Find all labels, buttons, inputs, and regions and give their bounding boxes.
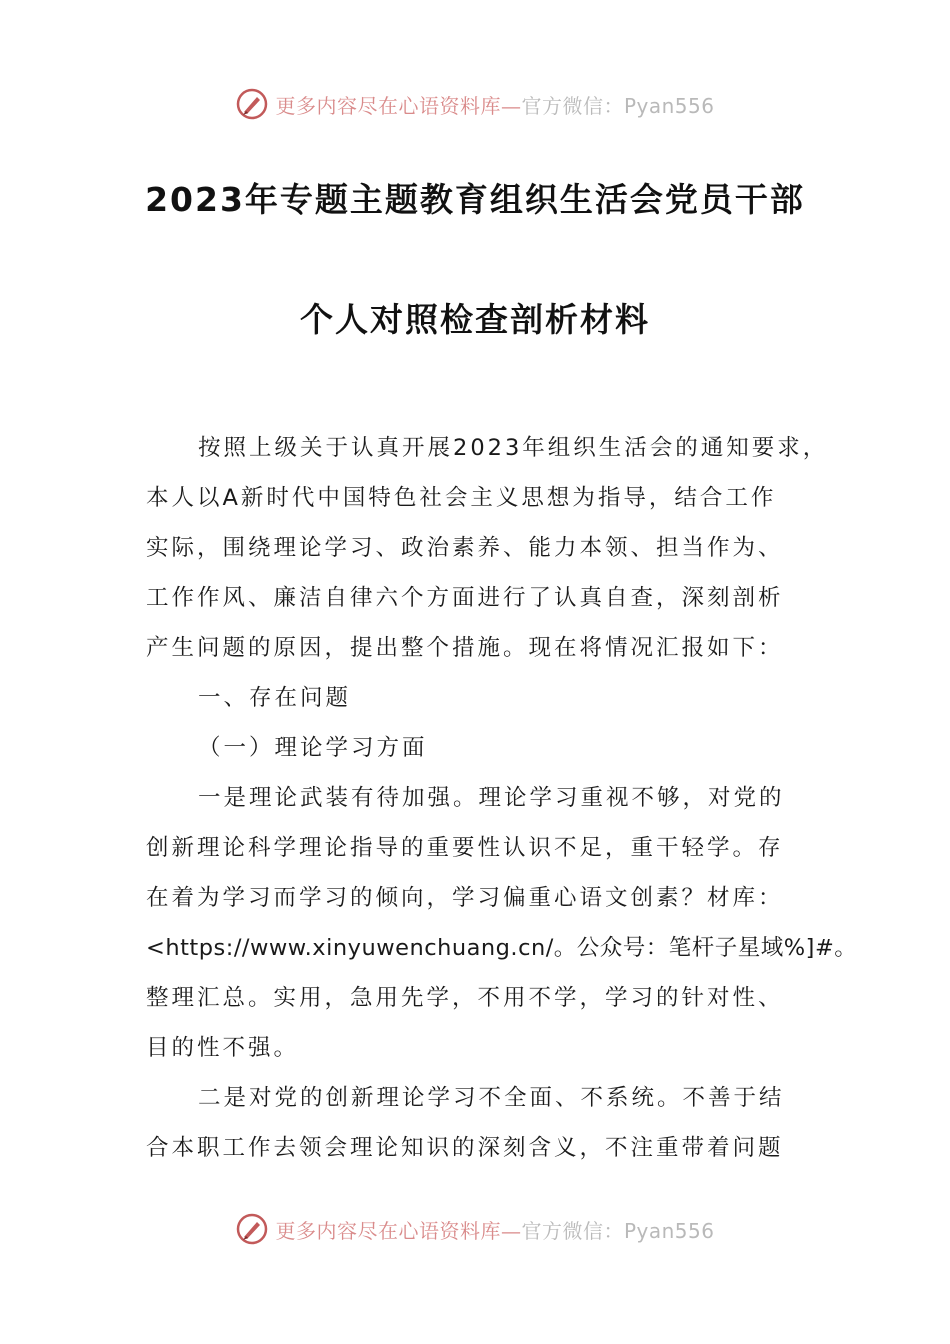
subsection-heading: （一）理论学习方面 bbox=[198, 735, 428, 761]
paragraph-line: 本人以A新时代中国特色社会主义思想为指导，结合工作 bbox=[146, 485, 777, 511]
paragraph-line: 实际，围绕理论学习、政治素养、能力本领、担当作为、 bbox=[146, 535, 784, 561]
paragraph-line-url: <https://www.xinyuwenchuang.cn/。公众号：笔杆子星域%]#。 bbox=[146, 935, 858, 961]
paragraph-line: 目的性不强。 bbox=[146, 1035, 300, 1061]
pen-logo-icon bbox=[235, 1212, 269, 1246]
watermark-wechat: 官方微信：Pyan556 bbox=[521, 93, 715, 118]
watermark-text bbox=[275, 1215, 714, 1244]
page-title-line-1: 2023年专题主题教育组织生活会党员干部 bbox=[145, 180, 805, 219]
watermark-footer bbox=[0, 1209, 950, 1249]
paragraph-line: 整理汇总。实用，急用先学，不用不学，学习的针对性、 bbox=[146, 985, 784, 1011]
paragraph-line: 一是理论武装有待加强。理论学习重视不够，对党的 bbox=[198, 785, 785, 811]
paragraph-line: 产生问题的原因，提出整个措施。现在将情况汇报如下： bbox=[146, 635, 784, 661]
watermark-header bbox=[0, 84, 950, 124]
paragraph-line: 二是对党的创新理论学习不全面、不系统。不善于结 bbox=[198, 1085, 785, 1111]
watermark-text bbox=[275, 90, 714, 119]
document-body bbox=[146, 428, 858, 1178]
watermark-main-text: 更多内容尽在心语资料库 bbox=[275, 93, 501, 118]
paragraph-line: 工作作风、廉洁自律六个方面进行了认真自查，深刻剖析 bbox=[146, 585, 784, 611]
watermark-wechat: 官方微信：Pyan556 bbox=[521, 1218, 715, 1243]
watermark-dash: — bbox=[500, 93, 522, 118]
paragraph-line: 按照上级关于认真开展2023年组织生活会的通知要求， bbox=[198, 435, 829, 461]
watermark-dash: — bbox=[500, 1218, 522, 1243]
paragraph-line: 合本职工作去领会理论知识的深刻含义，不注重带着问题 bbox=[146, 1135, 784, 1161]
paragraph-line: 创新理论科学理论指导的重要性认识不足，重干轻学。存 bbox=[146, 835, 784, 861]
pen-logo-icon bbox=[235, 87, 269, 121]
page-title-line-2: 个人对照检查剖析材料 bbox=[300, 300, 650, 339]
watermark-main-text: 更多内容尽在心语资料库 bbox=[275, 1218, 501, 1243]
section-heading: 一、存在问题 bbox=[198, 685, 352, 711]
paragraph-line: 在着为学习而学习的倾向，学习偏重心语文创素？材库： bbox=[146, 885, 784, 911]
